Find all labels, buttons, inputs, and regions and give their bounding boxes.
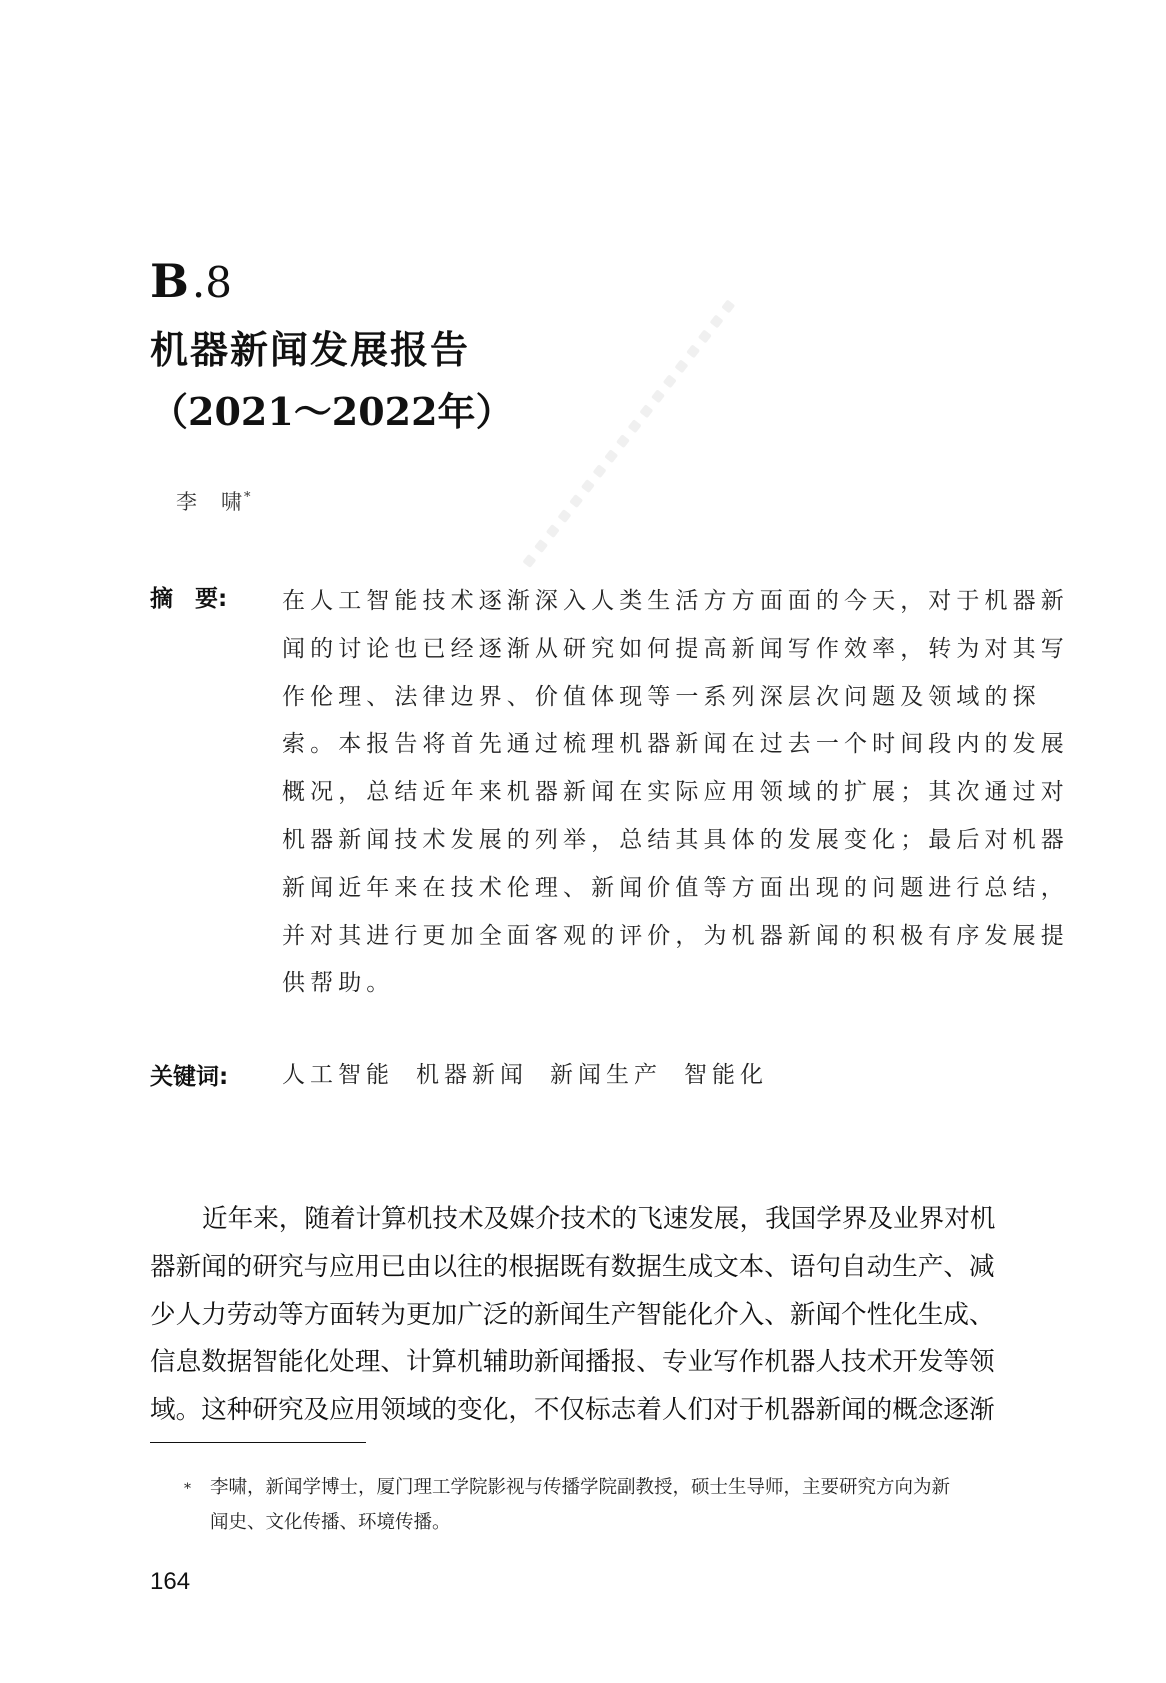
abstract-line: 供帮助。 — [282, 970, 395, 997]
abstract-line: 闻的讨论也已经逐渐从研究如何提高新闻写作效率，转为对其写 — [282, 635, 1069, 662]
author-line — [176, 486, 251, 516]
keywords-label: 关键词: — [150, 1064, 229, 1090]
abstract-line: 索。本报告将首先通过梳理机器新闻在过去一个时间段内的发展 — [282, 731, 1069, 758]
keyword: 新闻生产 — [550, 1062, 662, 1088]
footnote-line: 闻史、文化传播、环境传播。 — [210, 1512, 451, 1533]
keyword: 人工智能 — [282, 1062, 394, 1088]
footnote-mark: * — [184, 1481, 191, 1497]
page-number: 164 — [150, 1568, 191, 1595]
abstract-line: 作伦理、法律边界、价值体现等一系列深层次问题及领域的探 — [282, 683, 1041, 710]
footnote — [184, 1470, 950, 1540]
abstract-label-part2: 要: — [195, 586, 228, 612]
footnote-line: 李啸，新闻学博士，厦门理工学院影视与传播学院副教授，硕士生导师，主要研究方向为新 — [210, 1477, 951, 1498]
author-surname: 李 — [176, 490, 197, 514]
body-line: 信息数据智能化处理、计算机辅助新闻播报、专业写作机器人技术开发等领 — [150, 1347, 995, 1378]
author-footnote-mark: * — [244, 490, 251, 505]
chapter-subtitle: （2021～2022年） — [150, 389, 514, 434]
abstract-text — [282, 578, 1069, 1008]
author-given-name: 啸 — [221, 490, 242, 514]
abstract-line: 概况，总结近年来机器新闻在实际应用领域的扩展；其次通过对 — [282, 779, 1069, 806]
abstract-line: 在人工智能技术逐渐深入人类生活方方面面的今天，对于机器新 — [282, 588, 1069, 614]
abstract-label-part1: 摘 — [150, 586, 173, 612]
chapter-title: 机器新闻发展报告 — [150, 327, 471, 372]
keywords-list — [282, 1056, 768, 1089]
body-line: 近年来，随着计算机技术及媒介技术的飞速发展，我国学界及业界对机 — [202, 1204, 996, 1234]
watermark-stamp — [520, 261, 768, 572]
abstract-line: 并对其进行更加全面客观的评价，为机器新闻的积极有序发展提 — [282, 922, 1069, 949]
chapter-number — [150, 254, 232, 308]
abstract-line: 新闻近年来在技术伦理、新闻价值等方面出现的问题进行总结， — [282, 874, 1069, 901]
body-line: 器新闻的研究与应用已由以往的根据既有数据生成文本、语句自动生产、减 — [150, 1251, 995, 1282]
body-line: 域。这种研究及应用领域的变化，不仅标志着人们对于机器新闻的概念逐渐 — [150, 1395, 995, 1426]
keyword: 智能化 — [684, 1062, 768, 1088]
abstract-label — [150, 580, 227, 613]
footnote-divider — [150, 1442, 366, 1443]
abstract-line: 机器新闻技术发展的列举，总结其具体的发展变化；最后对机器 — [282, 826, 1069, 853]
keyword: 机器新闻 — [416, 1062, 528, 1088]
body-paragraph — [150, 1196, 1020, 1435]
series-letter: B — [150, 254, 188, 308]
series-number: .8 — [191, 258, 232, 307]
body-line: 少人力劳动等方面转为更加广泛的新闻生产智能化介入、新闻个性化生成、 — [150, 1299, 995, 1330]
